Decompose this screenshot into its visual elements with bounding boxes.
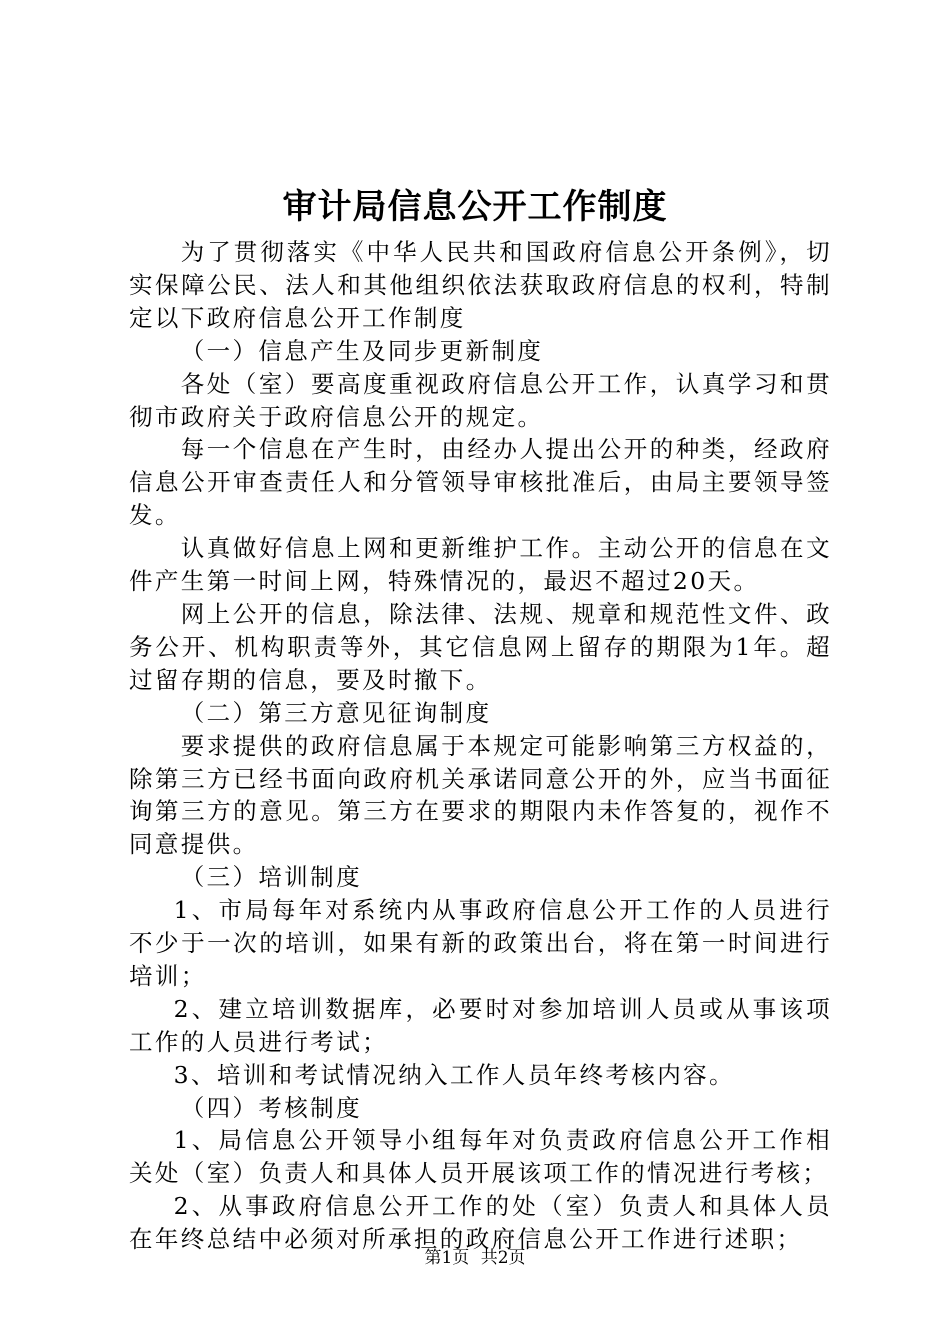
document-title: 审计局信息公开工作制度 — [282, 187, 668, 227]
list-item: 1、市局每年对系统内从事政府信息公开工作的人员进行不少于一次的培训，如果有新的政策出台，将在第一时间进行培训； — [129, 896, 832, 990]
list-item: 2、从事政府信息公开工作的处（室）负责人和具体人员在年终总结中必须对所承担的政府信息公开工作进行述职； — [129, 1192, 832, 1254]
section-heading-1: （一）信息产生及同步更新制度 — [180, 336, 544, 365]
section-heading-2: （二）第三方意见征询制度 — [180, 698, 492, 727]
list-item: 1、局信息公开领导小组每年对负责政府信息公开工作相关处（室）负责人和具体人员开展该项工作的情况进行考核； — [129, 1126, 832, 1188]
list-item: 3、培训和考试情况纳入工作人员年终考核内容。 — [173, 1060, 735, 1089]
page-number: 第1页 — [424, 1248, 470, 1268]
section-heading-4: （四）考核制度 — [180, 1093, 362, 1122]
document-body — [129, 236, 832, 1256]
page-total: 共2页 — [480, 1248, 526, 1268]
list-item: 2、建立培训数据库，必要时对参加培训人员或从事该项工作的人员进行考试； — [129, 994, 832, 1056]
paragraph: 要求提供的政府信息属于本规定可能影响第三方权益的，除第三方已经书面向政府机关承诺同意公开的外，应当书面征询第三方的意见。第三方在要求的期限内未作答复的，视作不同意提供。 — [129, 731, 832, 859]
paragraph: 各处（室）要高度重视政府信息公开工作，认真学习和贯彻市政府关于政府信息公开的规定。 — [129, 369, 832, 431]
paragraph: 每一个信息在产生时，由经办人提出公开的种类，经政府信息公开审查责任人和分管领导审核批准后，由局主要领导签发。 — [129, 435, 832, 530]
paragraph: 认真做好信息上网和更新维护工作。主动公开的信息在文件产生第一时间上网，特殊情况的，最迟不超过20天。 — [129, 534, 832, 596]
page-footer — [0, 1246, 950, 1270]
paragraph-intro: 为了贯彻落实《中华人民共和国政府信息公开条例》，切实保障公民、法人和其他组织依法获取政府信息的权利，特制定以下政府信息公开工作制度 — [129, 238, 832, 332]
section-heading-3: （三）培训制度 — [180, 863, 362, 892]
paragraph: 网上公开的信息，除法律、法规、规章和规范性文件、政务公开、机构职责等外，其它信息网上留存的期限为1年。超过留存期的信息，要及时撤下。 — [129, 599, 832, 694]
